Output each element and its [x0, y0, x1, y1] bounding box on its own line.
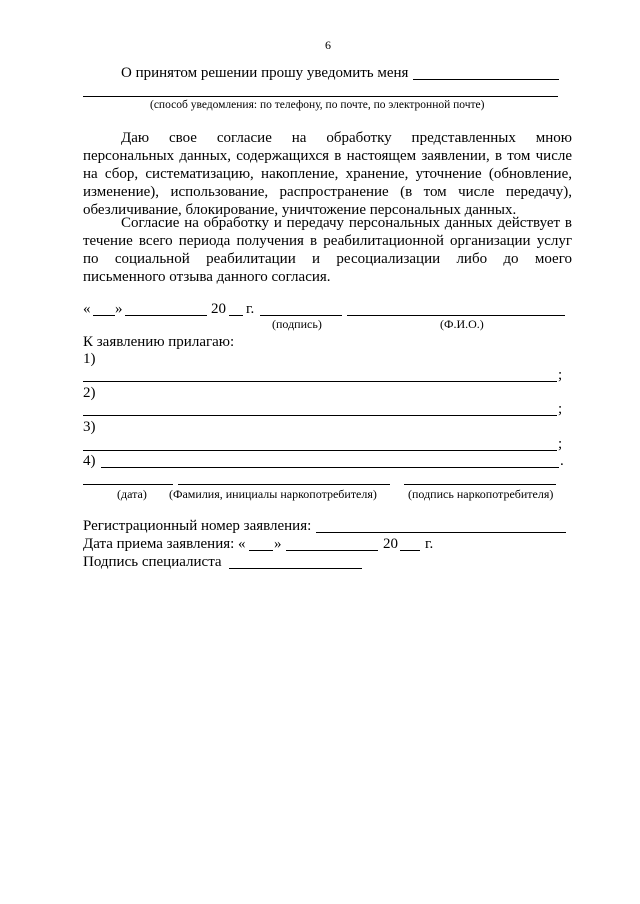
- applicant-name-blank[interactable]: [178, 484, 390, 485]
- notify-label: О принятом решении прошу уведомить меня: [121, 65, 409, 81]
- attachment-3-end: ;: [558, 436, 563, 452]
- specialist-signature-label: Подпись специалиста: [83, 554, 222, 570]
- notify-method-blank[interactable]: [83, 96, 558, 97]
- name-caption: (Фамилия, инициалы наркопотребителя): [169, 487, 377, 501]
- receipt-date-label: Дата приема заявления: «: [83, 536, 246, 552]
- fio-caption: (Ф.И.О.): [440, 317, 484, 331]
- year-prefix: 20: [211, 301, 226, 317]
- specialist-signature-blank[interactable]: [229, 568, 362, 569]
- attachment-2-number: 2): [83, 385, 96, 401]
- day-blank[interactable]: [93, 315, 115, 316]
- receipt-year-blank[interactable]: [400, 550, 420, 551]
- receipt-year-suffix: г.: [425, 536, 434, 552]
- attachment-1-blank[interactable]: [83, 381, 557, 382]
- page-number: 6: [325, 38, 331, 52]
- fio-blank[interactable]: [347, 315, 565, 316]
- month-blank[interactable]: [125, 315, 207, 316]
- registration-number-blank[interactable]: [316, 532, 566, 533]
- date-close-quote: »: [115, 301, 123, 317]
- receipt-year-prefix: 20: [383, 536, 398, 552]
- attachment-2-end: ;: [558, 401, 563, 417]
- receipt-date-close-quote: »: [274, 536, 282, 552]
- attachment-4-blank[interactable]: [101, 467, 559, 468]
- consent2-line-3: по социальной реабилитации и ресоциализации либо до моего: [83, 251, 572, 267]
- consent-line-5: обезличивание, блокирование, уничтожение персональных данных.: [83, 202, 517, 218]
- signature-caption: (подпись): [272, 317, 322, 331]
- applicant-date-blank[interactable]: [83, 484, 173, 485]
- year-blank[interactable]: [229, 315, 243, 316]
- consent-line-1: Даю свое согласие на обработку представленных мною: [121, 130, 572, 146]
- notify-blank[interactable]: [413, 79, 559, 80]
- receipt-day-blank[interactable]: [249, 550, 273, 551]
- signature-blank[interactable]: [260, 315, 342, 316]
- date-caption: (дата): [117, 487, 147, 501]
- notify-hint: (способ уведомления: по телефону, по почте, по электронной почте): [150, 99, 485, 111]
- attachment-4-number: 4): [83, 453, 96, 469]
- attachment-2-blank[interactable]: [83, 415, 557, 416]
- registration-number-label: Регистрационный номер заявления:: [83, 518, 312, 534]
- consent2-line-1: Согласие на обработку и передачу персональных данных действует в: [121, 215, 572, 231]
- year-suffix: г.: [246, 301, 255, 317]
- consent-line-3: на сбор, систематизацию, накопление, хранение, уточнение (обновление,: [83, 166, 572, 182]
- attachments-label: К заявлению прилагаю:: [83, 334, 235, 350]
- date-open-quote: «: [83, 301, 91, 317]
- consent-line-4: изменение), использование, распространение (в том числе передачу),: [83, 184, 572, 200]
- consent2-line-2: течение всего периода получения в реабилитационной организации услуг: [83, 233, 572, 249]
- attachment-3-blank[interactable]: [83, 450, 557, 451]
- attachment-3-number: 3): [83, 419, 96, 435]
- consent-line-2: персональных данных, содержащихся в настоящем заявлении, в том числе: [83, 148, 572, 164]
- receipt-month-blank[interactable]: [286, 550, 378, 551]
- applicant-signature-blank[interactable]: [404, 484, 556, 485]
- attachment-4-end: .: [560, 453, 564, 469]
- applicant-signature-caption: (подпись наркопотребителя): [408, 487, 554, 501]
- consent2-line-4: письменного отзыва данного согласия.: [83, 269, 331, 285]
- attachment-1-end: ;: [558, 367, 563, 383]
- attachment-1-number: 1): [83, 351, 96, 367]
